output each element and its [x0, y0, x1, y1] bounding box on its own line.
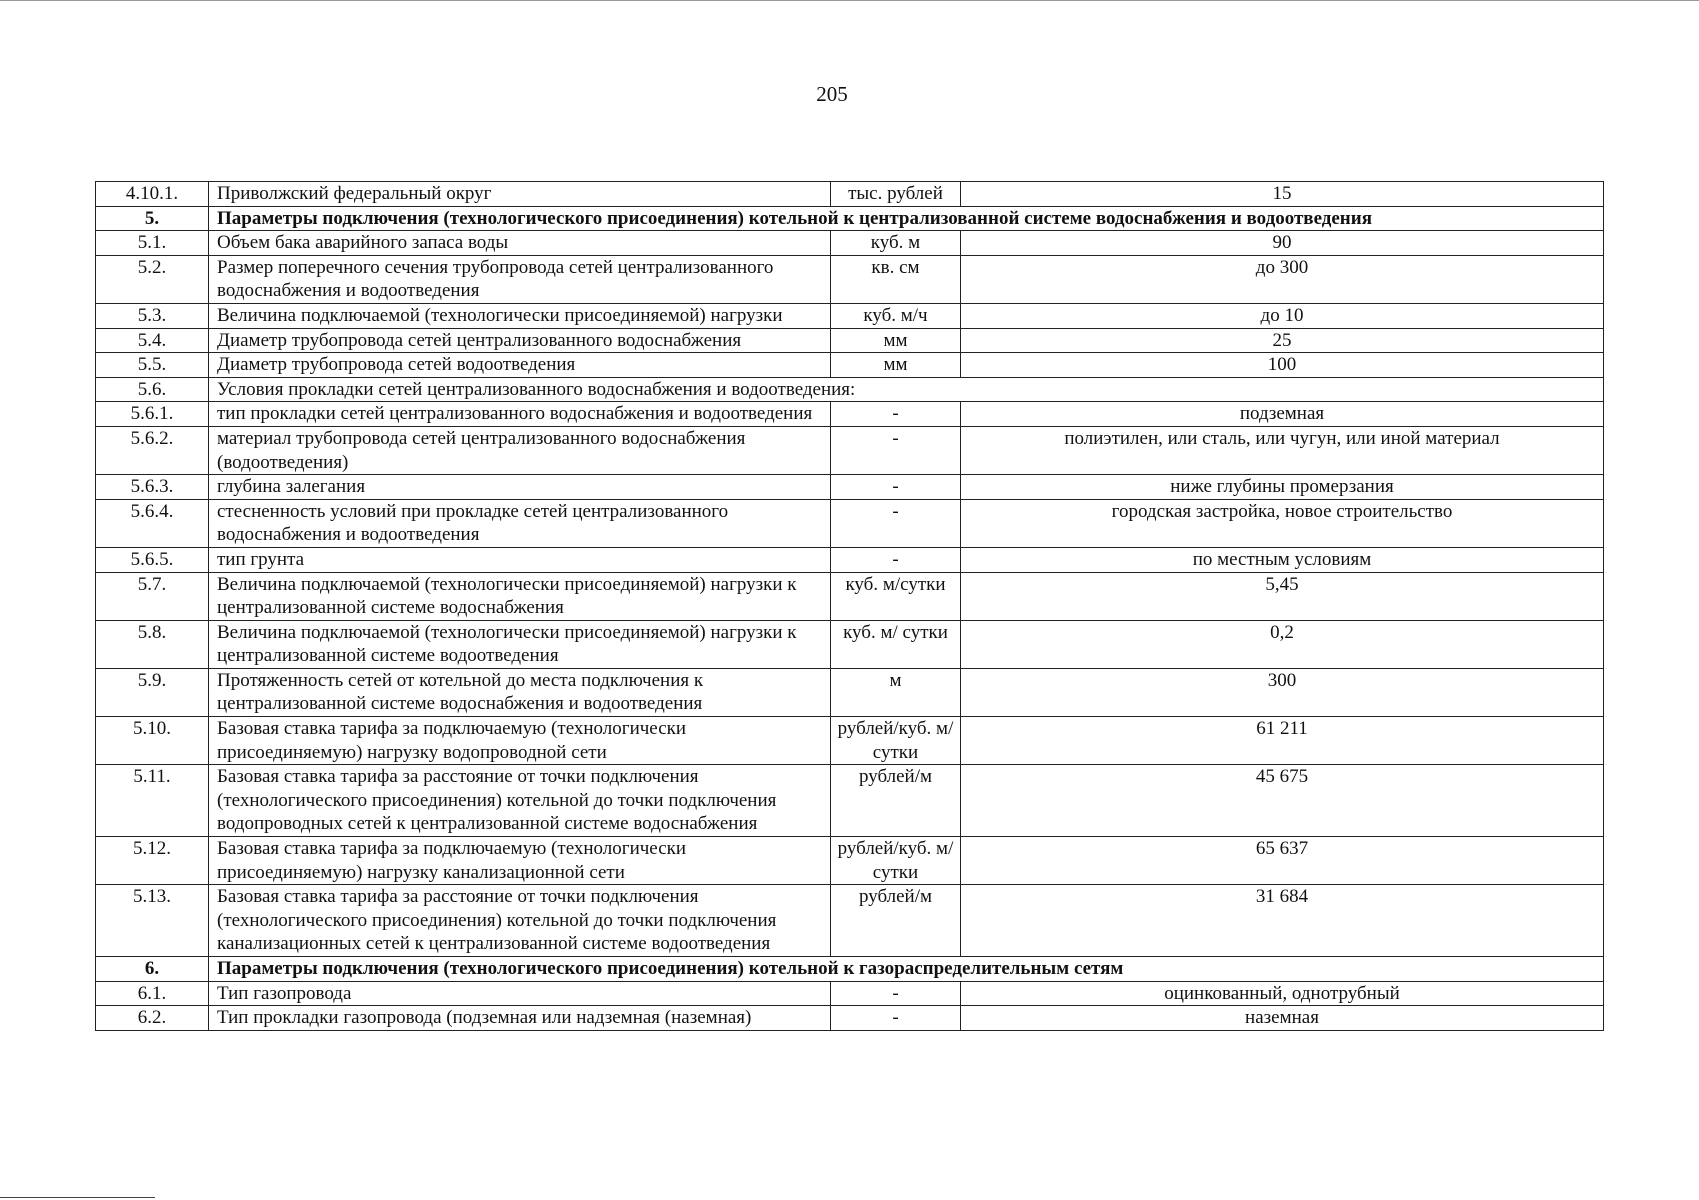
row-number: 6.2. — [96, 1006, 209, 1031]
unit-of-measure: куб. м/ сутки — [831, 620, 961, 668]
table-row — [96, 353, 1604, 378]
row-number: 5.6.3. — [96, 475, 209, 500]
unit-of-measure: куб. м/сутки — [831, 572, 961, 620]
parameter-value: 65 637 — [961, 837, 1604, 885]
unit-of-measure: - — [831, 475, 961, 500]
table-row — [96, 402, 1604, 427]
row-number: 5.12. — [96, 837, 209, 885]
parameter-name: Тип газопровода — [209, 981, 831, 1006]
unit-of-measure: куб. м — [831, 231, 961, 256]
row-number: 4.10.1. — [96, 182, 209, 207]
table-row — [96, 885, 1604, 957]
row-number: 5.6.5. — [96, 547, 209, 572]
row-number: 5.6. — [96, 377, 209, 402]
parameter-name: Базовая ставка тарифа за подключаемую (технологически присоединяемую) нагрузку канализационной сети — [209, 837, 831, 885]
parameter-name: глубина залегания — [209, 475, 831, 500]
section-heading: Параметры подключения (технологического присоединения) котельной к централизованной системе водоснабжения и водоотведения — [209, 206, 1604, 231]
unit-of-measure: рублей/куб. м/сутки — [831, 717, 961, 765]
parameter-value: до 10 — [961, 303, 1604, 328]
unit-of-measure: рублей/куб. м/сутки — [831, 837, 961, 885]
parameter-name: Базовая ставка тарифа за расстояние от точки подключения (технологического присоединения) котельной до точки подключения водопроводных сетей к централизованной системе водоснабжения — [209, 765, 831, 837]
parameter-name: Диаметр трубопровода сетей водоотведения — [209, 353, 831, 378]
parameter-name: тип грунта — [209, 547, 831, 572]
table-row — [96, 981, 1604, 1006]
table-row — [96, 182, 1604, 207]
parameter-name: Размер поперечного сечения трубопровода сетей централизованного водоснабжения и водоотведения — [209, 255, 831, 303]
parameters-table — [95, 181, 1604, 1031]
unit-of-measure: - — [831, 402, 961, 427]
row-number: 5.7. — [96, 572, 209, 620]
unit-of-measure: рублей/м — [831, 765, 961, 837]
parameter-value: до 300 — [961, 255, 1604, 303]
table-row — [96, 837, 1604, 885]
table-row — [96, 668, 1604, 716]
table-row — [96, 499, 1604, 547]
table-row — [96, 377, 1604, 402]
unit-of-measure: - — [831, 547, 961, 572]
parameter-name: Приволжский федеральный округ — [209, 182, 831, 207]
parameter-value: наземная — [961, 1006, 1604, 1031]
row-number: 5.9. — [96, 668, 209, 716]
parameter-value: полиэтилен, или сталь, или чугун, или иной материал — [961, 426, 1604, 474]
row-number: 5.1. — [96, 231, 209, 256]
parameter-value: 300 — [961, 668, 1604, 716]
row-number: 5.13. — [96, 885, 209, 957]
table-row — [96, 957, 1604, 982]
row-number: 5.2. — [96, 255, 209, 303]
unit-of-measure: рублей/м — [831, 885, 961, 957]
unit-of-measure: - — [831, 1006, 961, 1031]
table-row — [96, 206, 1604, 231]
parameter-name: Тип прокладки газопровода (подземная или надземная (наземная) — [209, 1006, 831, 1031]
row-number: 5.3. — [96, 303, 209, 328]
unit-of-measure: - — [831, 981, 961, 1006]
row-number: 6. — [96, 957, 209, 982]
row-number: 5.10. — [96, 717, 209, 765]
row-number: 5.6.4. — [96, 499, 209, 547]
table-row — [96, 572, 1604, 620]
table-row — [96, 765, 1604, 837]
unit-of-measure: мм — [831, 328, 961, 353]
page-number: 205 — [816, 82, 848, 106]
unit-of-measure: - — [831, 499, 961, 547]
unit-of-measure: м — [831, 668, 961, 716]
page-top-edge — [0, 0, 1699, 1]
parameter-value: подземная — [961, 402, 1604, 427]
footer-rule — [0, 1197, 155, 1198]
table-body — [96, 182, 1604, 1031]
row-number: 5.8. — [96, 620, 209, 668]
parameter-value: 100 — [961, 353, 1604, 378]
parameter-name: Величина подключаемой (технологически присоединяемой) нагрузки к централизованной системе водоснабжения — [209, 572, 831, 620]
parameter-name: Протяженность сетей от котельной до места подключения к централизованной системе водоснабжения и водоотведения — [209, 668, 831, 716]
table-row — [96, 717, 1604, 765]
section-heading: Параметры подключения (технологического присоединения) котельной к газораспределительным сетям — [209, 957, 1604, 982]
row-number: 5.4. — [96, 328, 209, 353]
parameter-value: 90 — [961, 231, 1604, 256]
parameter-name: Базовая ставка тарифа за подключаемую (технологически присоединяемую) нагрузку водопроводной сети — [209, 717, 831, 765]
parameter-value: 5,45 — [961, 572, 1604, 620]
parameter-name: Диаметр трубопровода сетей централизованного водоснабжения — [209, 328, 831, 353]
parameter-name: Базовая ставка тарифа за расстояние от точки подключения (технологического присоединения) котельной до точки подключения канализационных сетей к централизованной системе водоотведения — [209, 885, 831, 957]
parameter-value: 61 211 — [961, 717, 1604, 765]
row-number: 5.6.1. — [96, 402, 209, 427]
parameter-name: Величина подключаемой (технологически присоединяемой) нагрузки — [209, 303, 831, 328]
parameter-name: материал трубопровода сетей централизованного водоснабжения (водоотведения) — [209, 426, 831, 474]
parameter-value: по местным условиям — [961, 547, 1604, 572]
table-row — [96, 1006, 1604, 1031]
row-number: 6.1. — [96, 981, 209, 1006]
table-row — [96, 255, 1604, 303]
table-row — [96, 303, 1604, 328]
row-number: 5.6.2. — [96, 426, 209, 474]
parameter-value: 45 675 — [961, 765, 1604, 837]
parameter-name: тип прокладки сетей централизованного водоснабжения и водоотведения — [209, 402, 831, 427]
parameter-value: 31 684 — [961, 885, 1604, 957]
row-number: 5.11. — [96, 765, 209, 837]
parameter-value: ниже глубины промерзания — [961, 475, 1604, 500]
parameter-value: 15 — [961, 182, 1604, 207]
row-number: 5. — [96, 206, 209, 231]
parameter-value: городская застройка, новое строительство — [961, 499, 1604, 547]
parameter-value: оцинкованный, однотрубный — [961, 981, 1604, 1006]
parameter-name: стесненность условий при прокладке сетей централизованного водоснабжения и водоотведения — [209, 499, 831, 547]
table-row — [96, 475, 1604, 500]
row-number: 5.5. — [96, 353, 209, 378]
unit-of-measure: тыс. рублей — [831, 182, 961, 207]
parameter-value: 0,2 — [961, 620, 1604, 668]
unit-of-measure: мм — [831, 353, 961, 378]
subsection-heading: Условия прокладки сетей централизованного водоснабжения и водоотведения: — [209, 377, 1604, 402]
unit-of-measure: - — [831, 426, 961, 474]
table-row — [96, 426, 1604, 474]
parameter-name: Объем бака аварийного запаса воды — [209, 231, 831, 256]
table-row — [96, 231, 1604, 256]
unit-of-measure: кв. см — [831, 255, 961, 303]
table-row — [96, 328, 1604, 353]
unit-of-measure: куб. м/ч — [831, 303, 961, 328]
parameter-value: 25 — [961, 328, 1604, 353]
table-row — [96, 547, 1604, 572]
table-row — [96, 620, 1604, 668]
parameter-name: Величина подключаемой (технологически присоединяемой) нагрузки к централизованной системе водоотведения — [209, 620, 831, 668]
